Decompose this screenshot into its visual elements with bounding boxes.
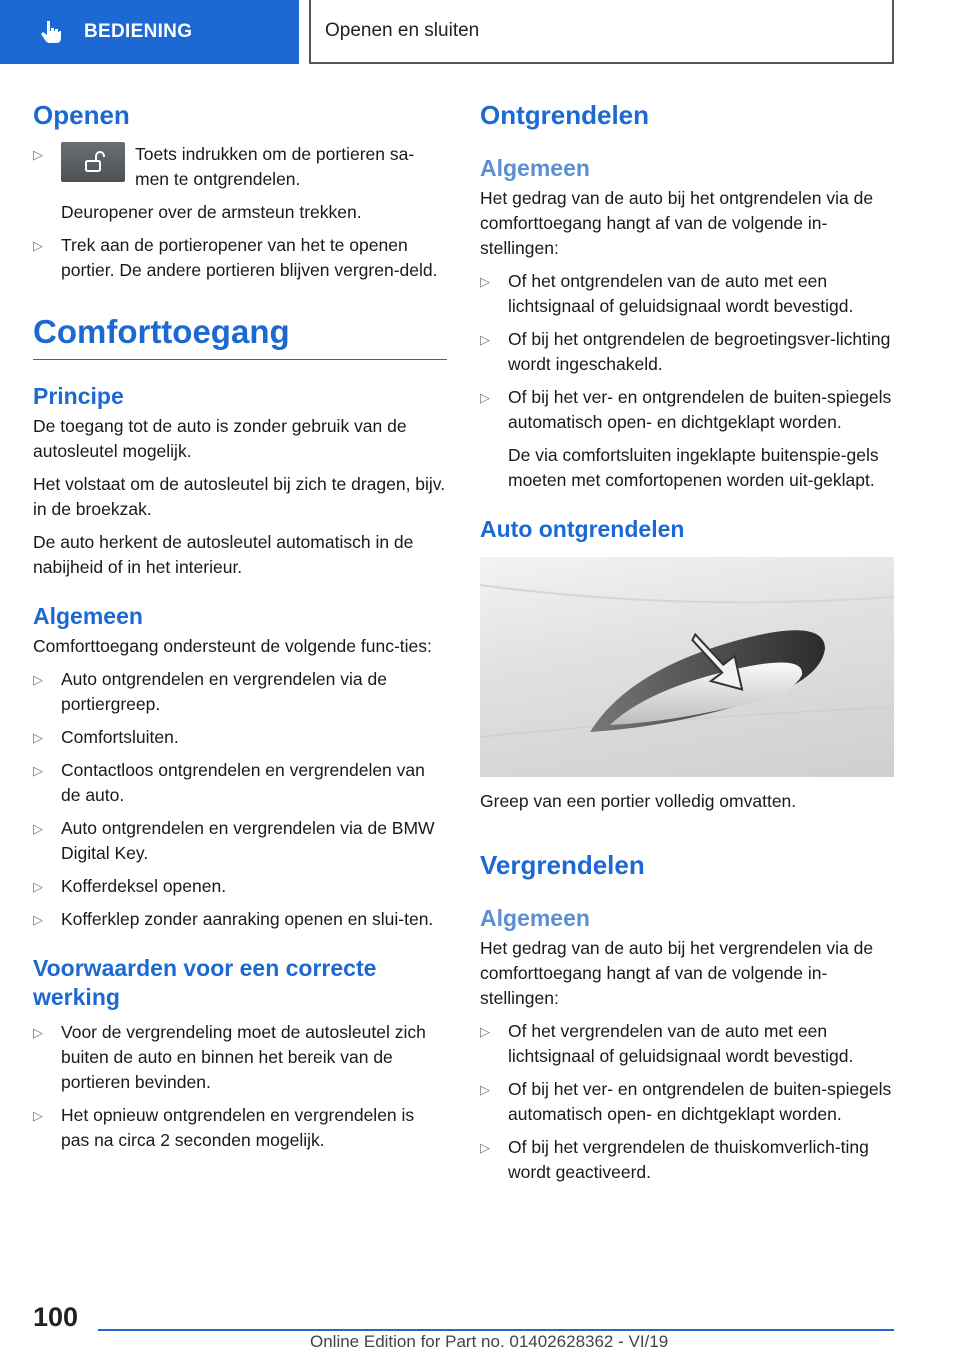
list-item-text: Voor de vergrendeling moet de autosleutel zich buiten de auto en binnen het bereik van de portieren bevinden. [61,1022,426,1092]
list-item [33,1103,447,1153]
list-item-text: Kofferdeksel openen. [61,876,227,896]
door-handle-illustration [480,557,894,777]
chapter-label: Openen en sluiten [325,20,480,41]
bullet-icon: ▷ [480,274,490,289]
right-column [480,100,894,1185]
openen-item-text: Toets indrukken om de portieren sa-men te ontgrendelen. [135,144,415,189]
ontgrendelen-list [480,269,894,435]
heading-voorwaarden: Voorwaarden voor een correcte werking [33,955,377,1010]
list-item-text: Het opnieuw ontgrendelen en vergrendelen is pas na circa 2 seconden mogelijk. [61,1105,415,1150]
pointing-hand-icon [38,19,64,45]
list-item-text: Contactloos ontgrendelen en vergrendelen van de auto. [61,760,425,805]
list-item [33,142,447,192]
list-item [33,233,447,283]
ontgrendelen-note: De via comfortsluiten ingeklapte buitenspie-gels moeten met comfortopenen worden uit-geklapt. [508,445,879,490]
list-item [33,667,447,717]
bullet-icon: ▷ [33,1025,43,1040]
list-item [33,1020,447,1095]
unlock-button-image [61,142,125,182]
list-item-text: Auto ontgrendelen en vergrendelen via de BMW Digital Key. [61,818,435,863]
section-tab-bediening [0,0,299,64]
list-item-text: Of bij het ver- en ontgrendelen de buiten-spiegels automatisch open- en dichtgeklapt worden. [508,1079,892,1124]
list-item [33,816,447,866]
openen-list [33,142,447,192]
list-item [33,874,447,899]
list-item-text: Of het vergrendelen van de auto met een lichtsignaal of geluidsignaal wordt bevestigd. [508,1021,854,1066]
vergrendelen-list [480,1019,894,1185]
algemeen-intro: Het gedrag van de auto bij het vergrendelen via de comforttoegang hangt af van de volgende in-stellingen: [480,938,874,1008]
bullet-icon: ▷ [33,1108,43,1123]
principe-paragraph: De toegang tot de auto is zonder gebruik van de autosleutel mogelijk. [33,416,407,461]
list-item [480,1019,894,1069]
heading-algemeen: Algemeen [33,603,143,629]
bullet-icon: ▷ [480,390,490,405]
algemeen-list [33,667,447,932]
page-number: 100 [33,1302,79,1332]
list-item [480,1077,894,1127]
algemeen-intro: Comforttoegang ondersteunt de volgende func-ties: [33,636,432,656]
bullet-icon: ▷ [33,763,43,778]
bullet-icon: ▷ [33,912,43,927]
heading-comforttoegang: Comforttoegang [33,313,447,360]
principe-paragraph: De auto herkent de autosleutel automatisch in de nabijheid of in het interieur. [33,532,414,577]
edition-text: Online Edition for Part no. 01402628362 - VI/19 [310,1332,669,1351]
photo-caption: Greep van een portier volledig omvatten. [480,791,797,811]
list-item-text: Of het ontgrendelen van de auto met een lichtsignaal of geluidsignaal wordt bevestigd. [508,271,854,316]
bullet-icon: ▷ [33,672,43,687]
algemeen-intro: Het gedrag van de auto bij het ontgrendelen via de comforttoegang hangt af van de volgende in-stellingen: [480,188,874,258]
bullet-icon: ▷ [33,147,43,162]
heading-algemeen: Algemeen [480,905,590,931]
bullet-icon: ▷ [33,821,43,836]
openen-note: Deuropener over de armsteun trekken. [61,202,362,222]
list-item-text: Of bij het ontgrendelen de begroetingsver-lichting wordt ingeschakeld. [508,329,891,374]
list-item [480,269,894,319]
list-item-text: Comfortsluiten. [61,727,179,747]
heading-algemeen: Algemeen [480,155,590,181]
heading-vergrendelen: Vergrendelen [480,850,645,880]
list-item [480,1135,894,1185]
voorwaarden-list [33,1020,447,1153]
page-header [0,0,960,66]
bullet-icon: ▷ [480,1140,490,1155]
heading-openen: Openen [33,100,130,130]
list-item [33,907,447,932]
bullet-icon: ▷ [480,1024,490,1039]
list-item-text: Of bij het vergrendelen de thuiskomverlich-ting wordt geactiveerd. [508,1137,869,1182]
bullet-icon: ▷ [480,1082,490,1097]
list-item [480,385,894,435]
list-item [480,327,894,377]
principe-paragraph: Het volstaat om de autosleutel bij zich te dragen, bijv. in de broekzak. [33,474,446,519]
heading-principe: Principe [33,383,124,409]
footer-rule [98,1329,894,1331]
list-item-text: Auto ontgrendelen en vergrendelen via de portiergreep. [61,669,387,714]
list-item [33,725,447,750]
heading-ontgrendelen: Ontgrendelen [480,100,650,130]
list-item-text: Trek aan de portieropener van het te openen portier. De andere portieren blijven vergren-deld. [61,235,438,280]
unlock-icon [61,142,125,182]
door-handle-photo [480,557,894,777]
bullet-icon: ▷ [33,730,43,745]
bullet-icon: ▷ [33,238,43,253]
list-item-text: Kofferklep zonder aanraking openen en slui-ten. [61,909,434,929]
list-item [33,758,447,808]
section-label: BEDIENING [84,21,193,42]
list-item-text: Of bij het ver- en ontgrendelen de buiten-spiegels automatisch open- en dichtgeklapt worden. [508,387,892,432]
openen-list-2 [33,233,447,283]
left-column [33,100,447,1153]
chapter-tab [311,0,894,64]
bullet-icon: ▷ [33,879,43,894]
bullet-icon: ▷ [480,332,490,347]
heading-auto-ontgrendelen: Auto ontgrendelen [480,516,685,542]
